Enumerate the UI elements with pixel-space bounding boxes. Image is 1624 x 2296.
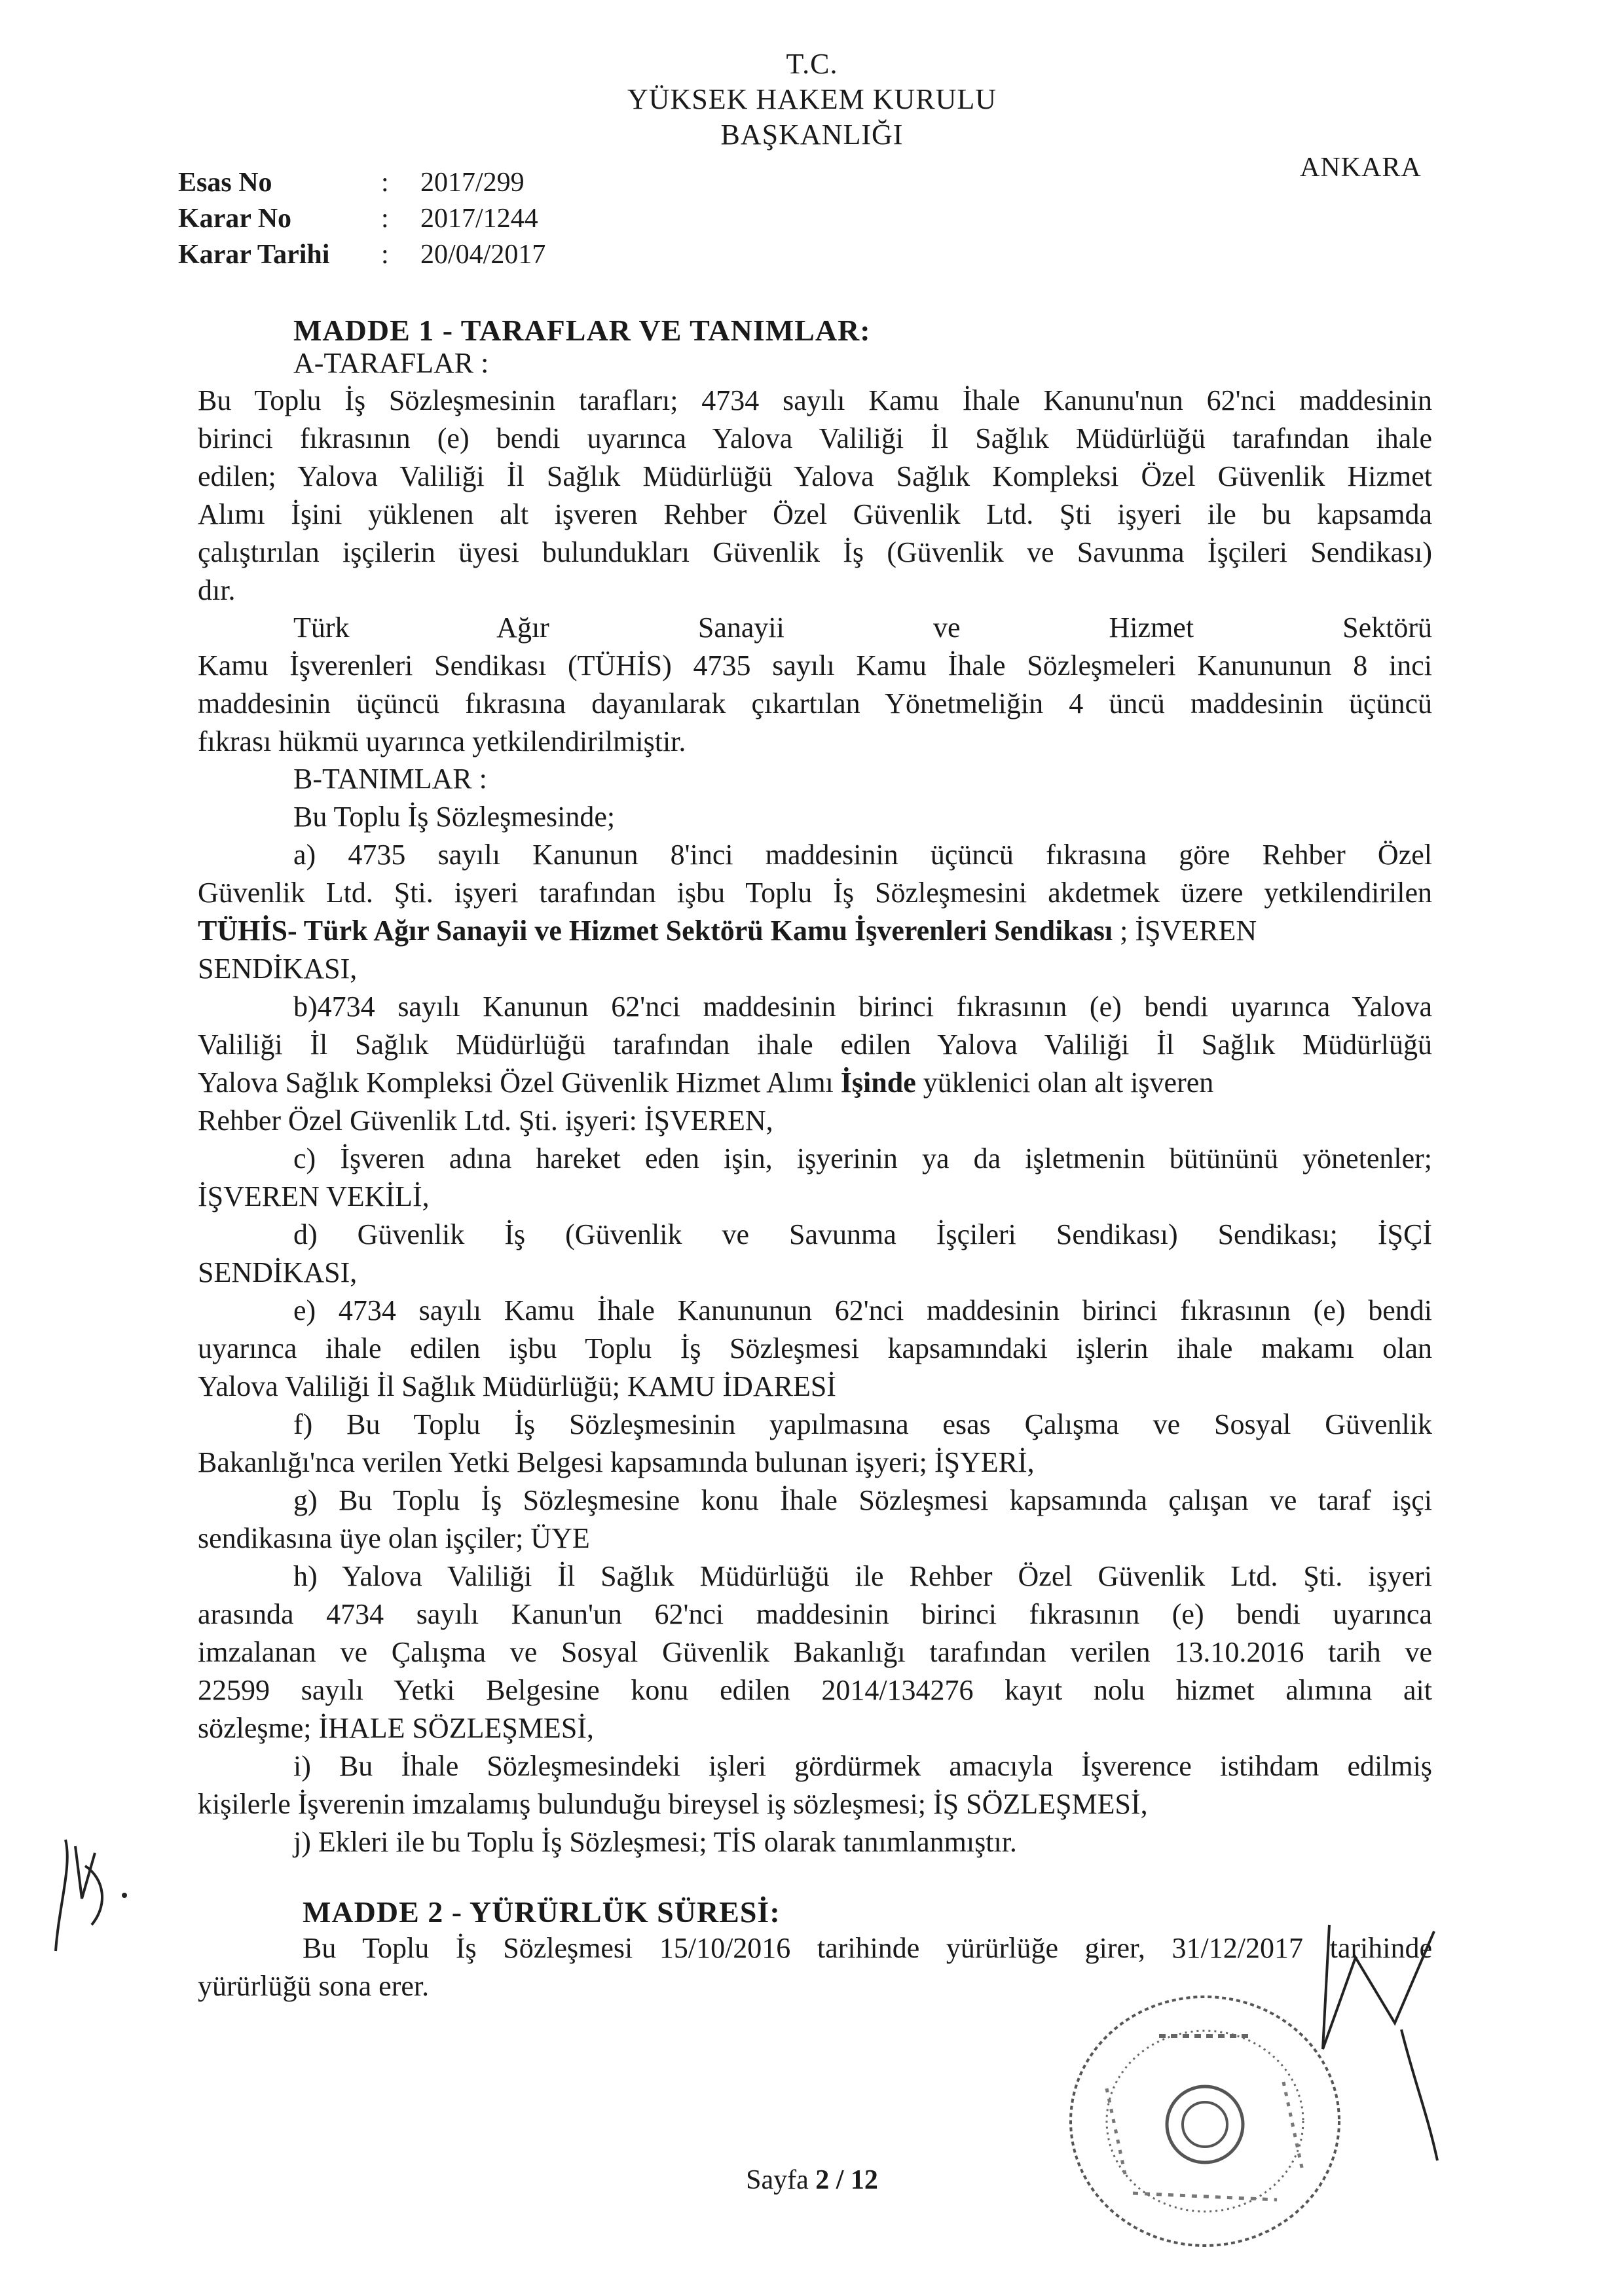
taraflar-heading: A-TARAFLAR : — [293, 347, 489, 379]
madde2-line: yürürlüğü sona erer. — [198, 1970, 430, 2002]
tuhis-line: fıkrası hükmü uyarınca yetkilendirilmiştir. — [198, 725, 686, 757]
definition-j-line: j) Ekleri ile bu Toplu İş Sözleşmesi; TİS olarak tanımlanmıştır. — [293, 1826, 1017, 1858]
header-presidency: BAŞKANLIĞI — [720, 118, 904, 151]
definition-h-line: h) Yalova Valiliği İl Sağlık Müdürlüğü ile Rehber Özel Güvenlik Ltd. Şti. işyeri — [293, 1560, 1432, 1592]
definition-b-line: Valiliği İl Sağlık Müdürlüğü tarafından ihale edilen Yalova Valiliği İl Sağlık Müdürlüğü — [198, 1029, 1432, 1061]
meta-label: Karar Tarihi — [178, 240, 330, 270]
meta-esas-no: Esas No : 2017/299 — [178, 168, 525, 198]
tuhis-name: TÜHİS- Türk Ağır Sanayii ve Hizmet Sektörü Kamu İşverenleri Sendikası — [198, 915, 1113, 947]
tuhis-line: maddesinin üçüncü fıkrasına dayanılarak çıkartılan Yönetmeliğin 4 üncü maddesinin üçüncü — [198, 687, 1432, 720]
taraflar-line: edilen; Yalova Valiliği İl Sağlık Müdürlüğü Yalova Sağlık Kompleksi Özel Güvenlik Hizmet — [198, 460, 1432, 492]
definition-g-line: g) Bu Toplu İş Sözleşmesine konu İhale Sözleşmesi kapsamında çalışan ve taraf işçi — [293, 1484, 1432, 1516]
header-city: ANKARA — [1300, 153, 1422, 183]
madde2-line: Bu Toplu İş Sözleşmesi 15/10/2016 tarihinde yürürlüğe girer, 31/12/2017 tarihinde — [303, 1932, 1432, 1964]
initials-mark — [46, 1827, 144, 1958]
definition-a-line: Güvenlik Ltd. Şti. işyeri tarafından işbu Toplu İş Sözleşmesini akdetmek üzere yetkilendirilen — [198, 877, 1432, 909]
taraflar-line: çalıştırılan işçilerin üyesi bulundukları Güvenlik İş (Güvenlik ve Savunma İşçileri Sendikası) — [198, 536, 1432, 568]
meta-value: 2017/299 — [420, 168, 525, 198]
page-number: Sayfa 2 / 12 — [746, 2165, 878, 2195]
definition-i-line: i) Bu İhale Sözleşmesindeki işleri gördürmek amacıyla İşverence istihdam edilmiş — [293, 1750, 1432, 1782]
definition-b-line: Rehber Özel Güvenlik Ltd. Şti. işyeri: İŞVEREN, — [198, 1104, 773, 1137]
header-tc: T.C. — [786, 48, 838, 80]
meta-karar-no: Karar No : 2017/1244 — [178, 204, 538, 234]
definition-h-line: sözleşme; İHALE SÖZLEŞMESİ, — [198, 1712, 594, 1744]
definition-e-line: e) 4734 sayılı Kamu İhale Kanununun 62'nci maddesinin birinci fıkrasının (e) bendi — [293, 1294, 1432, 1326]
taraflar-line: birinci fıkrasının (e) bendi uyarınca Yalova Valiliği İl Sağlık Müdürlüğü tarafından ihale — [198, 422, 1432, 454]
meta-value: 20/04/2017 — [420, 240, 546, 270]
tanimlar-heading: B-TANIMLAR : — [293, 763, 487, 795]
definition-f-line: Bakanlığı'nca verilen Yetki Belgesi kapsamında bulunan işyeri; İŞYERİ, — [198, 1446, 1035, 1478]
definition-c-line: c) İşveren adına hareket eden işin, işyerinin ya da işletmenin bütününü yönetenler; — [293, 1142, 1432, 1175]
meta-label: Esas No — [178, 168, 272, 198]
taraflar-line: dır. — [198, 574, 236, 606]
definition-a-line: a) 4735 sayılı Kanunun 8'inci maddesinin üçüncü fıkrasına göre Rehber Özel — [293, 839, 1432, 871]
definition-a-line: TÜHİS- Türk Ağır Sanayii ve Hizmet Sektörü Kamu İşverenleri Sendikası ; İŞVEREN — [198, 915, 1257, 947]
definition-e-line: uyarınca ihale edilen işbu Toplu İş Sözleşmesi kapsamındaki işlerin ihale makamı olan — [198, 1332, 1432, 1364]
madde2-heading: MADDE 2 - YÜRÜRLÜK SÜRESİ: — [303, 1895, 781, 1929]
official-stamp — [1054, 1984, 1356, 2259]
definition-h-line: arasında 4734 sayılı Kanun'un 62'nci maddesinin birinci fıkrasının (e) bendi uyarınca — [198, 1598, 1432, 1630]
tuhis-line: Kamu İşverenleri Sendikası (TÜHİS) 4735 sayılı Kamu İhale Sözleşmeleri Kanununun 8 inci — [198, 649, 1432, 682]
definition-a-line: SENDİKASI, — [198, 953, 358, 985]
taraflar-line: Alımı İşini yüklenen alt işveren Rehber Özel Güvenlik Ltd. Şti işyeri ile bu kapsamda — [198, 498, 1432, 530]
definition-h-line: 22599 sayılı Yetki Belgesine konu edilen 2014/134276 kayıt nolu hizmet alımına ait — [198, 1674, 1432, 1706]
definition-g-line: sendikasına üye olan işçiler; ÜYE — [198, 1522, 590, 1554]
tuhis-line: Türk Ağır Sanayii ve Hizmet Sektörü — [293, 611, 1432, 644]
definition-b-line: b)4734 sayılı Kanunun 62'nci maddesinin birinci fıkrasının (e) bendi uyarınca Yalova — [293, 991, 1432, 1023]
taraflar-line: Bu Toplu İş Sözleşmesinin tarafları; 4734 sayılı Kamu İhale Kanunu'nun 62'nci maddesinin — [198, 384, 1432, 416]
definition-i-line: kişilerle İşverenin imzalamış bulunduğu bireysel iş sözleşmesi; İŞ SÖZLEŞMESİ, — [198, 1788, 1148, 1820]
meta-karar-tarihi: Karar Tarihi : 20/04/2017 — [178, 240, 546, 270]
definition-b-line: Yalova Sağlık Kompleksi Özel Güvenlik Hizmet Alımı İşinde yüklenici olan alt işveren — [198, 1066, 1214, 1099]
meta-label: Karar No — [178, 204, 292, 234]
madde1-heading: MADDE 1 - TARAFLAR VE TANIMLAR: — [293, 314, 871, 347]
tanimlar-intro: Bu Toplu İş Sözleşmesinde; — [293, 801, 616, 833]
header-institution: YÜKSEK HAKEM KURULU — [627, 83, 997, 115]
definition-d-line: SENDİKASI, — [198, 1256, 358, 1288]
definition-e-line: Yalova Valiliği İl Sağlık Müdürlüğü; KAMU İDARESİ — [198, 1370, 836, 1402]
meta-value: 2017/1244 — [420, 204, 538, 234]
definition-d-line: d) Güvenlik İş (Güvenlik ve Savunma İşçileri Sendikası) Sendikası; İŞÇİ — [293, 1218, 1432, 1250]
definition-h-line: imzalanan ve Çalışma ve Sosyal Güvenlik Bakanlığı tarafından verilen 13.10.2016 tarih ve — [198, 1636, 1432, 1668]
definition-f-line: f) Bu Toplu İş Sözleşmesinin yapılmasına esas Çalışma ve Sosyal Güvenlik — [293, 1408, 1432, 1440]
definition-c-line: İŞVEREN VEKİLİ, — [198, 1180, 430, 1212]
